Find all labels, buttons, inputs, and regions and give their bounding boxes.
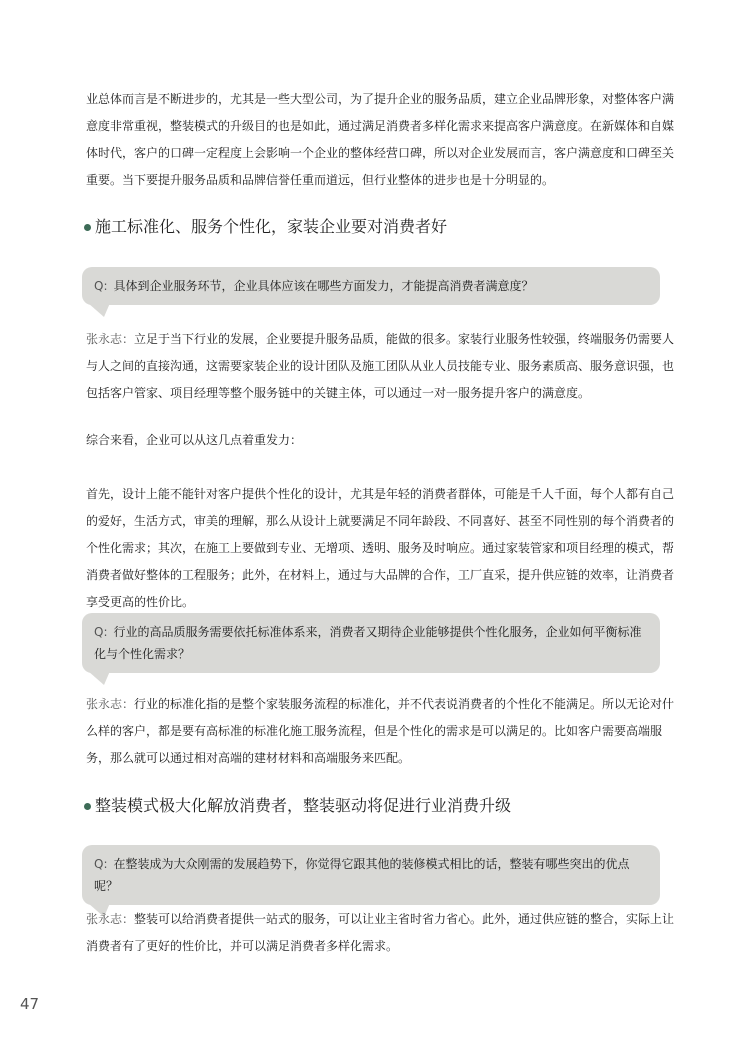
detail-paragraph: 首先，设计上能不能针对客户提供个性化的设计，尤其是年轻的消费者群体，可能是千人千面，每个人都有自己的爱好，生活方式，审美的理解，那么从设计上就要满足不同年龄段、不同喜好、甚至不同性别的每个消费者的个性化需求；其次，在施工上要做到专业、无增项、透明、服务及时响应。通过家装管家和项目经理的模式，帮消费者做好整体的工程服务；此外，在材料上，通过与大品牌的合作，工厂直采，提升供应链的效率，让消费者享受更高的性价比。 [86, 487, 675, 609]
answer-text: 行业的标准化指的是整个家装服务流程的标准化，并不代表说消费者的个性化不能满足。所以无论对什么样的客户，都是要有高标准的标准化施工服务流程，但是个性化的需求是可以满足的。比如客户需要高端服务，那么就可以通过相对高端的建材材料和高端服务来匹配。 [86, 697, 675, 765]
intro-paragraph: 业总体而言是不断进步的，尤其是一些大型公司，为了提升企业的服务品质，建立企业品牌形象，对整体客户满意度非常重视，整装模式的升级目的也是如此，通过满足消费者多样化需求来提高客户满意度。在新媒体和自媒体时代，客户的口碑一定程度上会影响一个企业的整体经营口碑，所以对企业发展而言，客户满意度和口碑至关重要。当下要提升服务品质和品牌信誉任重而道远，但行业整体的进步也是十分明显的。 [86, 92, 675, 187]
question-text: 行业的高品质服务需要依托标准体系来，消费者又期待企业能够提供个性化服务，企业如何平衡标准化与个性化需求？ [94, 625, 642, 661]
answer-paragraph-1 [86, 326, 680, 407]
bullet-icon [84, 803, 91, 810]
section-heading-1 [84, 216, 684, 238]
question-label: Q: [94, 625, 108, 639]
question-bubble-3 [82, 845, 660, 905]
question-bubble-1 [82, 267, 660, 305]
speech-tail-icon [88, 303, 110, 317]
summary-paragraph: 综合来看，企业可以从这几点着重发力： [86, 433, 303, 447]
bullet-icon [84, 224, 91, 231]
question-text: 具体到企业服务环节，企业具体应该在哪些方面发力，才能提高消费者满意度？ [113, 279, 534, 293]
speaker-name: 张永志： [86, 912, 135, 926]
speaker-name: 张永志： [86, 332, 135, 346]
question-bubble-2 [82, 613, 660, 673]
answer-paragraph-2 [86, 691, 680, 772]
section-heading-text: 整装模式极大化解放消费者，整装驱动将促进行业消费升级 [95, 796, 512, 815]
question-label: Q: [94, 857, 108, 871]
section-heading-text: 施工标准化、服务个性化，家装企业要对消费者好 [95, 217, 448, 236]
question-label: Q: [94, 279, 108, 293]
answer-paragraph-3 [86, 906, 680, 960]
section-heading-2 [84, 795, 684, 817]
question-text: 在整装成为大众刚需的发展趋势下，你觉得它跟其他的装修模式相比的话，整装有哪些突出的优点呢？ [94, 857, 630, 893]
speaker-name: 张永志： [86, 697, 135, 711]
answer-text: 立足于当下行业的发展，企业要提升服务品质，能做的很多。家装行业服务性较强，终端服务仍需要人与人之间的直接沟通，这需要家装企业的设计团队及施工团队从业人员技能专业、服务素质高、服务意识强，也包括客户管家、项目经理等整个服务链中的关键主体，可以通过一对一服务提升客户的满意度。 [86, 332, 675, 400]
page-number: 47 [20, 995, 40, 1013]
speech-tail-icon [88, 671, 110, 685]
answer-text: 整装可以给消费者提供一站式的服务，可以让业主省时省力省心。此外，通过供应链的整合，实际上让消费者有了更好的性价比，并可以满足消费者多样化需求。 [86, 912, 675, 953]
